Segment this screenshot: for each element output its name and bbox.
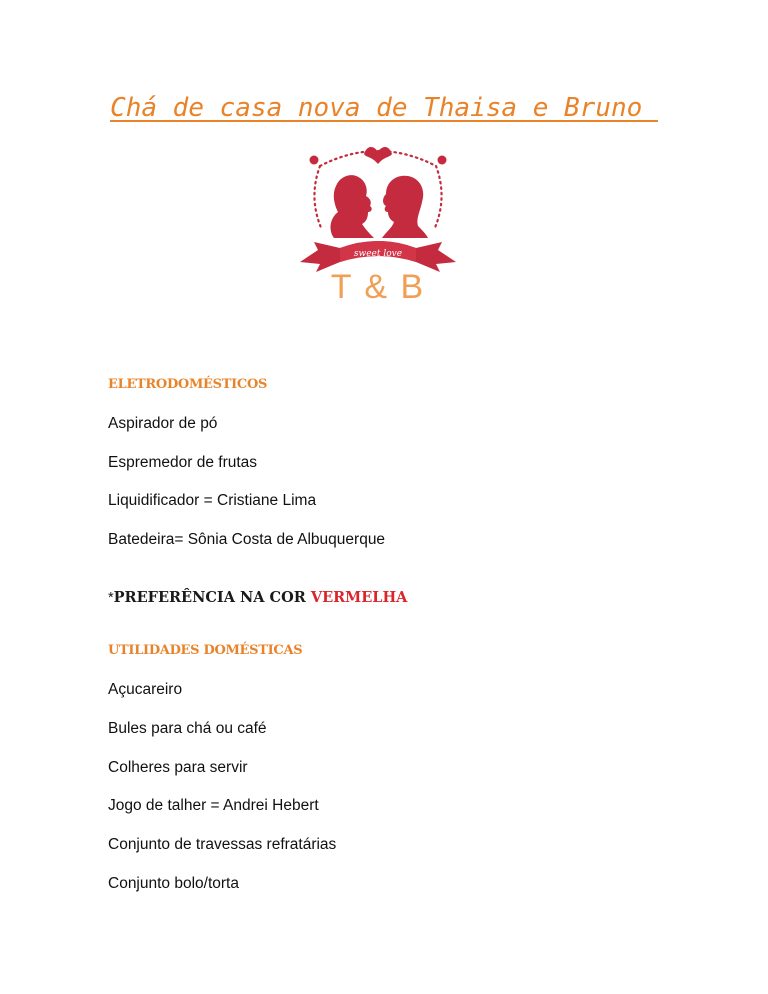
- ribbon-text: sweet love: [353, 249, 403, 259]
- logo-initials: T & B: [330, 268, 426, 306]
- list-item: Colheres para servir: [108, 759, 248, 776]
- list-item: Conjunto bolo/torta: [108, 875, 239, 892]
- list-item: Aspirador de pó: [108, 415, 218, 432]
- preference-text: PREFERÊNCIA NA COR: [113, 589, 311, 606]
- couple-logo: [290, 138, 466, 308]
- section-heading-eletrodomesticos: ELETRODOMÉSTICOS: [108, 377, 268, 392]
- list-item: Espremedor de frutas: [108, 454, 258, 471]
- list-item: Conjunto de travessas refratárias: [108, 836, 337, 853]
- man-silhouette: [382, 176, 428, 238]
- heart-icon: [364, 147, 392, 164]
- woman-silhouette: [331, 175, 374, 238]
- preference-star: *: [108, 590, 114, 606]
- color-preference-note: [108, 589, 407, 606]
- list-item: Bules para chá ou café: [108, 720, 267, 737]
- section-heading-utilidades: UTILIDADES DOMÉSTICAS: [108, 643, 303, 658]
- document-title: Chá de casa nova de Thaisa e Bruno: [110, 93, 658, 123]
- list-item: Jogo de talher = Andrei Hebert: [108, 797, 319, 814]
- list-item: Batedeira= Sônia Costa de Albuquerque: [108, 531, 386, 548]
- list-item: Açucareiro: [108, 681, 183, 698]
- preference-highlight: VERMELHA: [310, 589, 408, 606]
- list-item: Liquidificador = Cristiane Lima: [108, 492, 317, 509]
